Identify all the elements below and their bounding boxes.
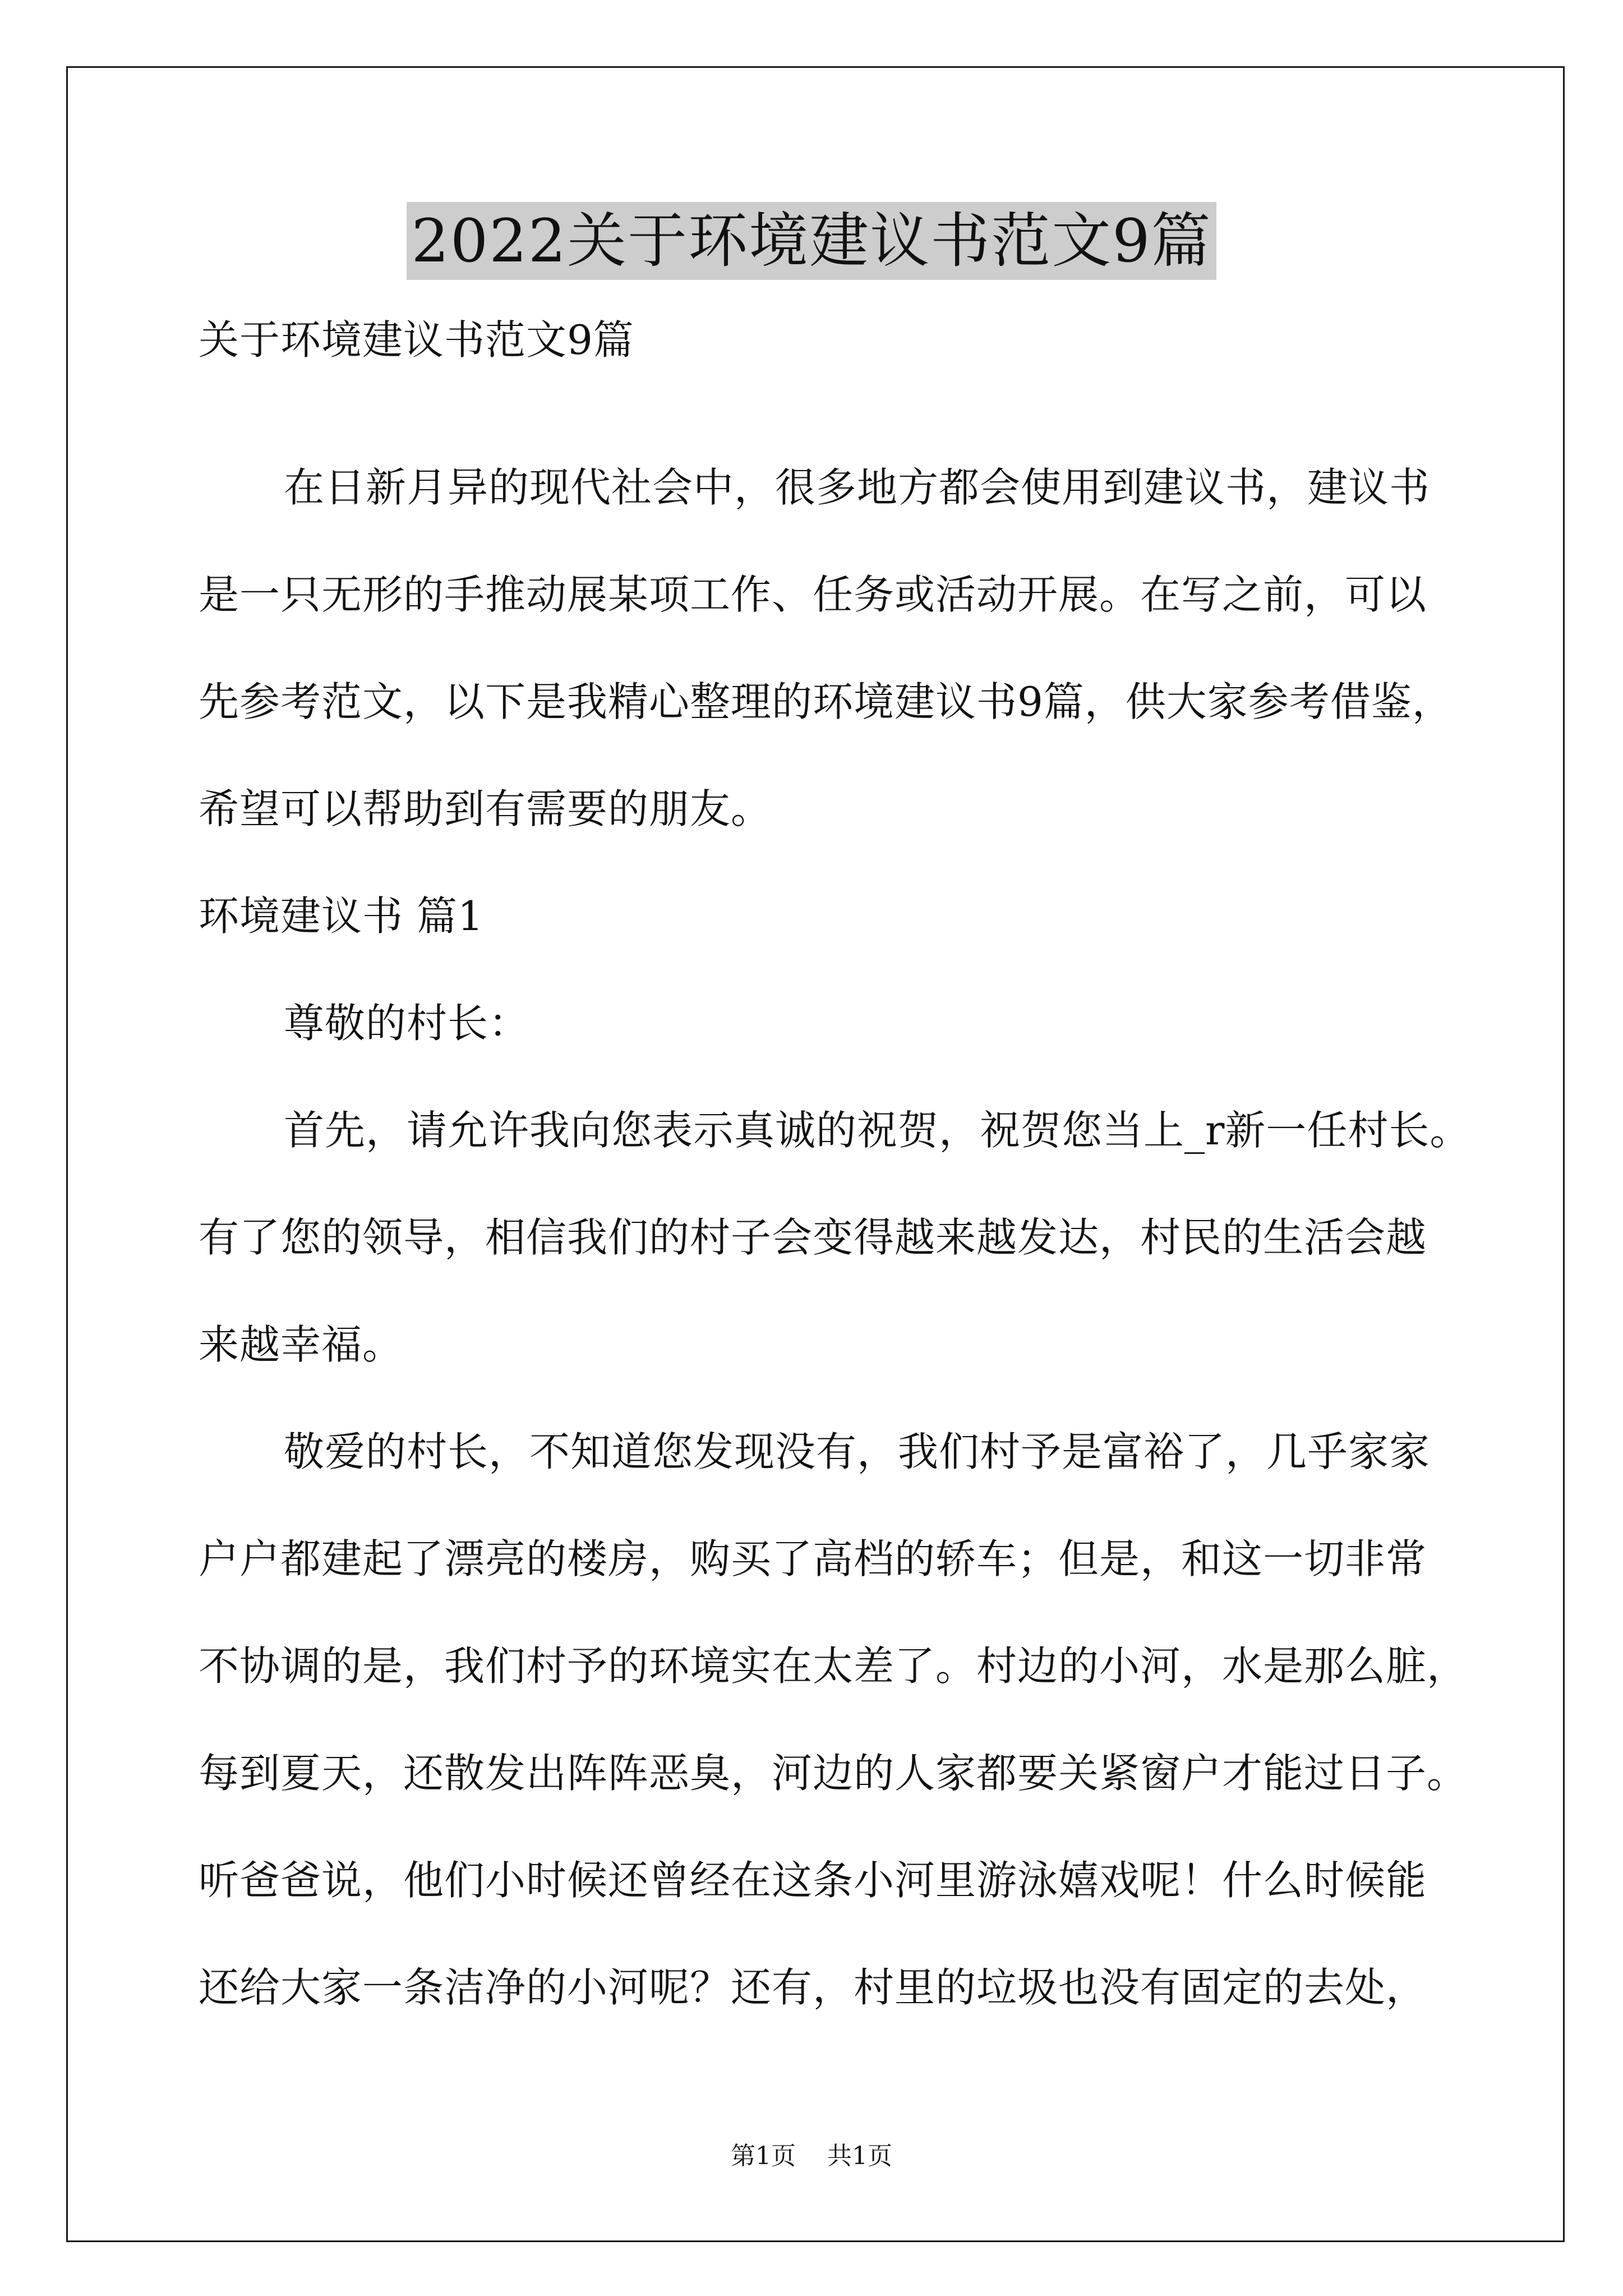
letter-paragraph-line: 还给大家一条洁净的小河呢？还有，村里的垃圾也没有固定的去处， <box>199 1964 1427 2011</box>
intro-paragraph-line: 是一只无形的手推动展某项工作、任务或活动开展。在写之前，可以 <box>199 571 1427 618</box>
document-title: 2022关于环境建议书范文9篇 <box>407 202 1216 280</box>
letter-paragraph-line: 不协调的是，我们村予的环境实在太差了。村边的小河，水是那么脏， <box>199 1642 1468 1690</box>
page-count: 共1页 <box>827 2142 892 2170</box>
intro-paragraph-line: 在日新月异的现代社会中，很多地方都会使用到建议书，建议书 <box>284 464 1431 511</box>
letter-paragraph-line: 敬爱的村长，不知道您发现没有，我们村予是富裕了，几乎家家 <box>284 1428 1431 1475</box>
letter-paragraph-line: 户户都建起了漂亮的楼房，购买了高档的轿车；但是，和这一切非常 <box>199 1535 1427 1582</box>
letter-paragraph-line: 听爸爸说，他们小时候还曾经在这条小河里游泳嬉戏呢！什么时候能 <box>199 1857 1427 1904</box>
intro-paragraph-line: 先参考范文，以下是我精心整理的环境建议书9篇，供大家参考借鉴， <box>199 678 1453 725</box>
letter-paragraph-line: 每到夏天，还散发出阵阵恶臭，河边的人家都要关紧窗户才能过日子。 <box>199 1750 1468 1797</box>
letter-paragraph-line: 来越幸福。 <box>199 1321 404 1368</box>
intro-paragraph-line: 希望可以帮助到有需要的朋友。 <box>199 785 772 832</box>
page-footer <box>0 2142 1623 2171</box>
salutation: 尊敬的村长： <box>284 1000 530 1047</box>
section-heading: 环境建议书 篇1 <box>199 892 484 940</box>
letter-paragraph-line: 首先，请允许我向您表示真诚的祝贺，祝贺您当上_r新一任村长。 <box>284 1107 1471 1154</box>
letter-paragraph-line: 有了您的领导，相信我们的村子会变得越来越发达，村民的生活会越 <box>199 1214 1427 1261</box>
page-number: 第1页 <box>731 2142 796 2170</box>
subtitle: 关于环境建议书范文9篇 <box>199 316 634 364</box>
title-container <box>0 202 1623 280</box>
page-border <box>66 66 1565 2242</box>
